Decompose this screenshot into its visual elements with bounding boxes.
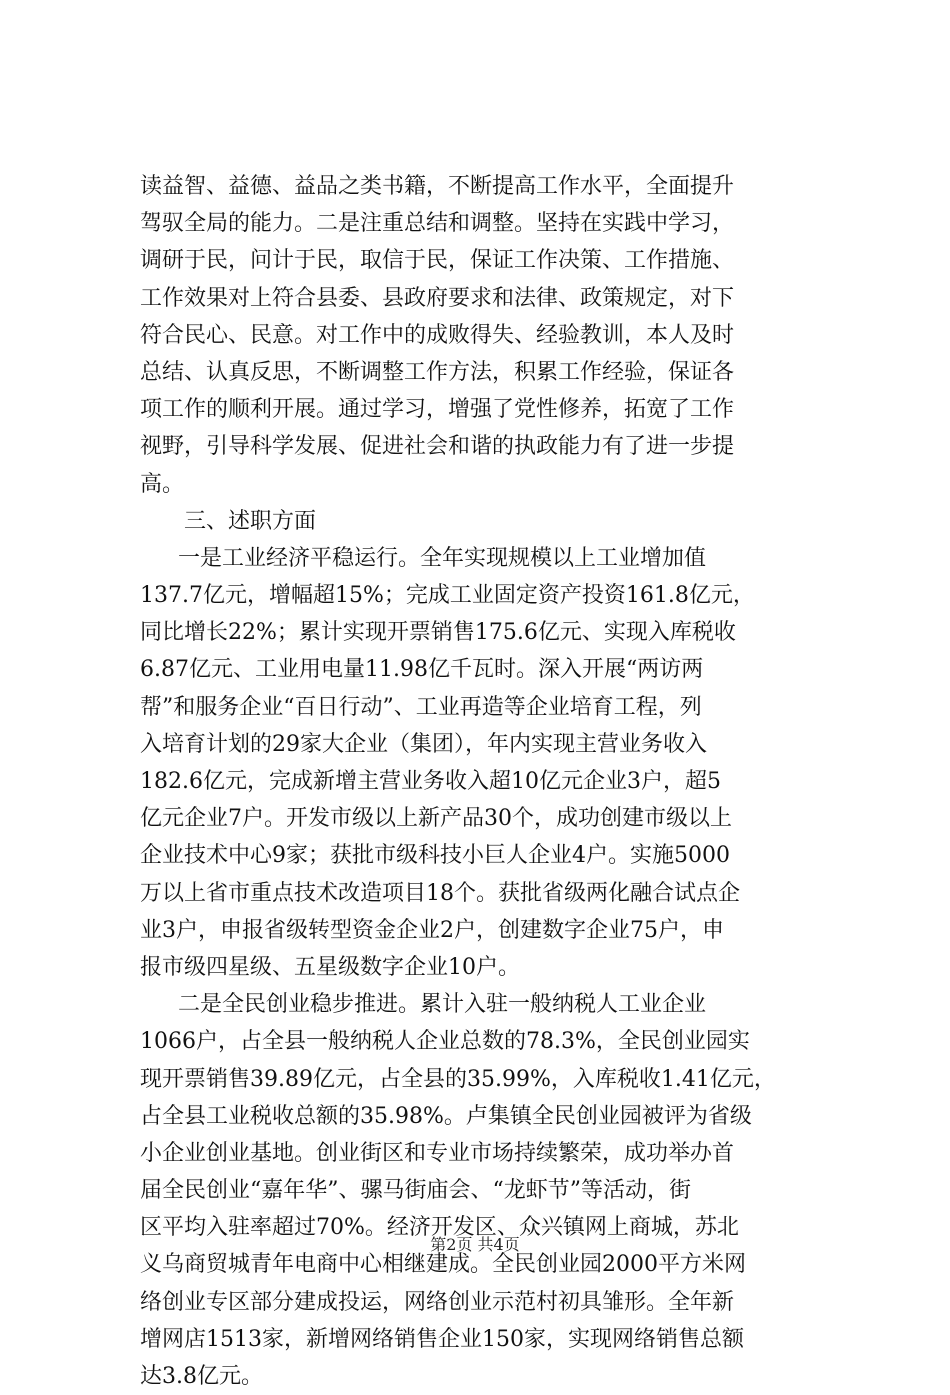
text-line: 占全县工业税收总额的35.98%。卢集镇全民创业园被评为省级 xyxy=(140,1103,752,1129)
text-lines xyxy=(140,168,830,1395)
text-line: 视野，引导科学发展、促进社会和谐的执政能力有了进一步提 xyxy=(140,434,735,460)
text-line: 帮”和服务企业“百日行动”、工业再造等企业培育工程，列 xyxy=(140,694,702,720)
text-line: 入培育计划的29家大企业（集团），年内实现主营业务收入 xyxy=(140,731,707,757)
text-line: 企业技术中心9家；获批市级科技小巨人企业4户。实施5000 xyxy=(140,843,730,869)
text-line: 182.6亿元，完成新增主营业务收入超10亿元企业3户，超5 xyxy=(140,769,721,794)
text-line: 区平均入驻率超过70%。经济开发区、众兴镇网上商城，苏北 xyxy=(140,1215,739,1241)
text-line: 现开票销售39.89亿元，占全县的35.99%，入库税收1.41亿元， xyxy=(140,1066,776,1092)
text-line: 络创业专区部分建成投运，网络创业示范村初具雏形。全年新 xyxy=(140,1289,735,1315)
text-line: 工作效果对上符合县委、县政府要求和法律、政策规定，对下 xyxy=(140,285,735,311)
page-number-footer: 第2页 共4页 xyxy=(430,1235,520,1254)
text-line: 义乌商贸城青年电商中心相继建成。全民创业园2000平方米网 xyxy=(140,1252,746,1278)
text-line: 总结、认真反思，不断调整工作方法，积累工作经验，保证各 xyxy=(140,359,735,385)
text-line: 报市级四星级、五星级数字企业10户。 xyxy=(140,954,520,980)
text-line: 读益智、益德、益品之类书籍，不断提高工作水平，全面提升 xyxy=(140,174,735,199)
text-line: 届全民创业“嘉年华”、骡马街庙会、“龙虾节”等活动，街 xyxy=(140,1178,691,1204)
text-line: 项工作的顺利开展。通过学习，增强了党性修养，拓宽了工作 xyxy=(140,397,735,423)
text-line: 业3户，申报省级转型资金企业2户，创建数字企业75户，申 xyxy=(140,917,724,943)
document-body xyxy=(140,168,830,1395)
text-line: 1066户，占全县一般纳税人企业总数的78.3%，全民创业园实 xyxy=(140,1029,750,1055)
text-line: 亿元企业7户。开发市级以上新产品30个，成功创建市级以上 xyxy=(140,806,732,832)
text-line: 高。 xyxy=(140,471,185,497)
text-line: 小企业创业基地。创业街区和专业市场持续繁荣，成功举办首 xyxy=(140,1140,735,1166)
text-line: 万以上省市重点技术改造项目18个。获批省级两化融合试点企 xyxy=(140,880,740,906)
text-line: 一是工业经济平稳运行。全年实现规模以上工业增加值 xyxy=(178,545,707,571)
text-line: 同比增长22%；累计实现开票销售175.6亿元、实现入库税收 xyxy=(140,620,736,646)
section-heading: 三、述职方面 xyxy=(184,508,317,534)
text-line: 调研于民，问计于民，取信于民，保证工作决策、工作措施、 xyxy=(140,248,735,274)
text-line: 驾驭全局的能力。二是注重总结和调整。坚持在实践中学习， xyxy=(140,211,735,237)
text-line: 二是全民创业稳步推进。累计入驻一般纳税人工业企业 xyxy=(178,992,707,1018)
text-line: 符合民心、民意。对工作中的成败得失、经验教训，本人及时 xyxy=(140,322,735,348)
text-line: 增网店1513家，新增网络销售企业150家，实现网络销售总额 xyxy=(140,1326,744,1352)
text-line: 137.7亿元，增幅超15%；完成工业固定资产投资161.8亿元， xyxy=(140,583,755,609)
text-line: 6.87亿元、工业用电量11.98亿千瓦时。深入开展“两访两 xyxy=(140,657,704,683)
text-line: 达3.8亿元。 xyxy=(140,1364,263,1389)
